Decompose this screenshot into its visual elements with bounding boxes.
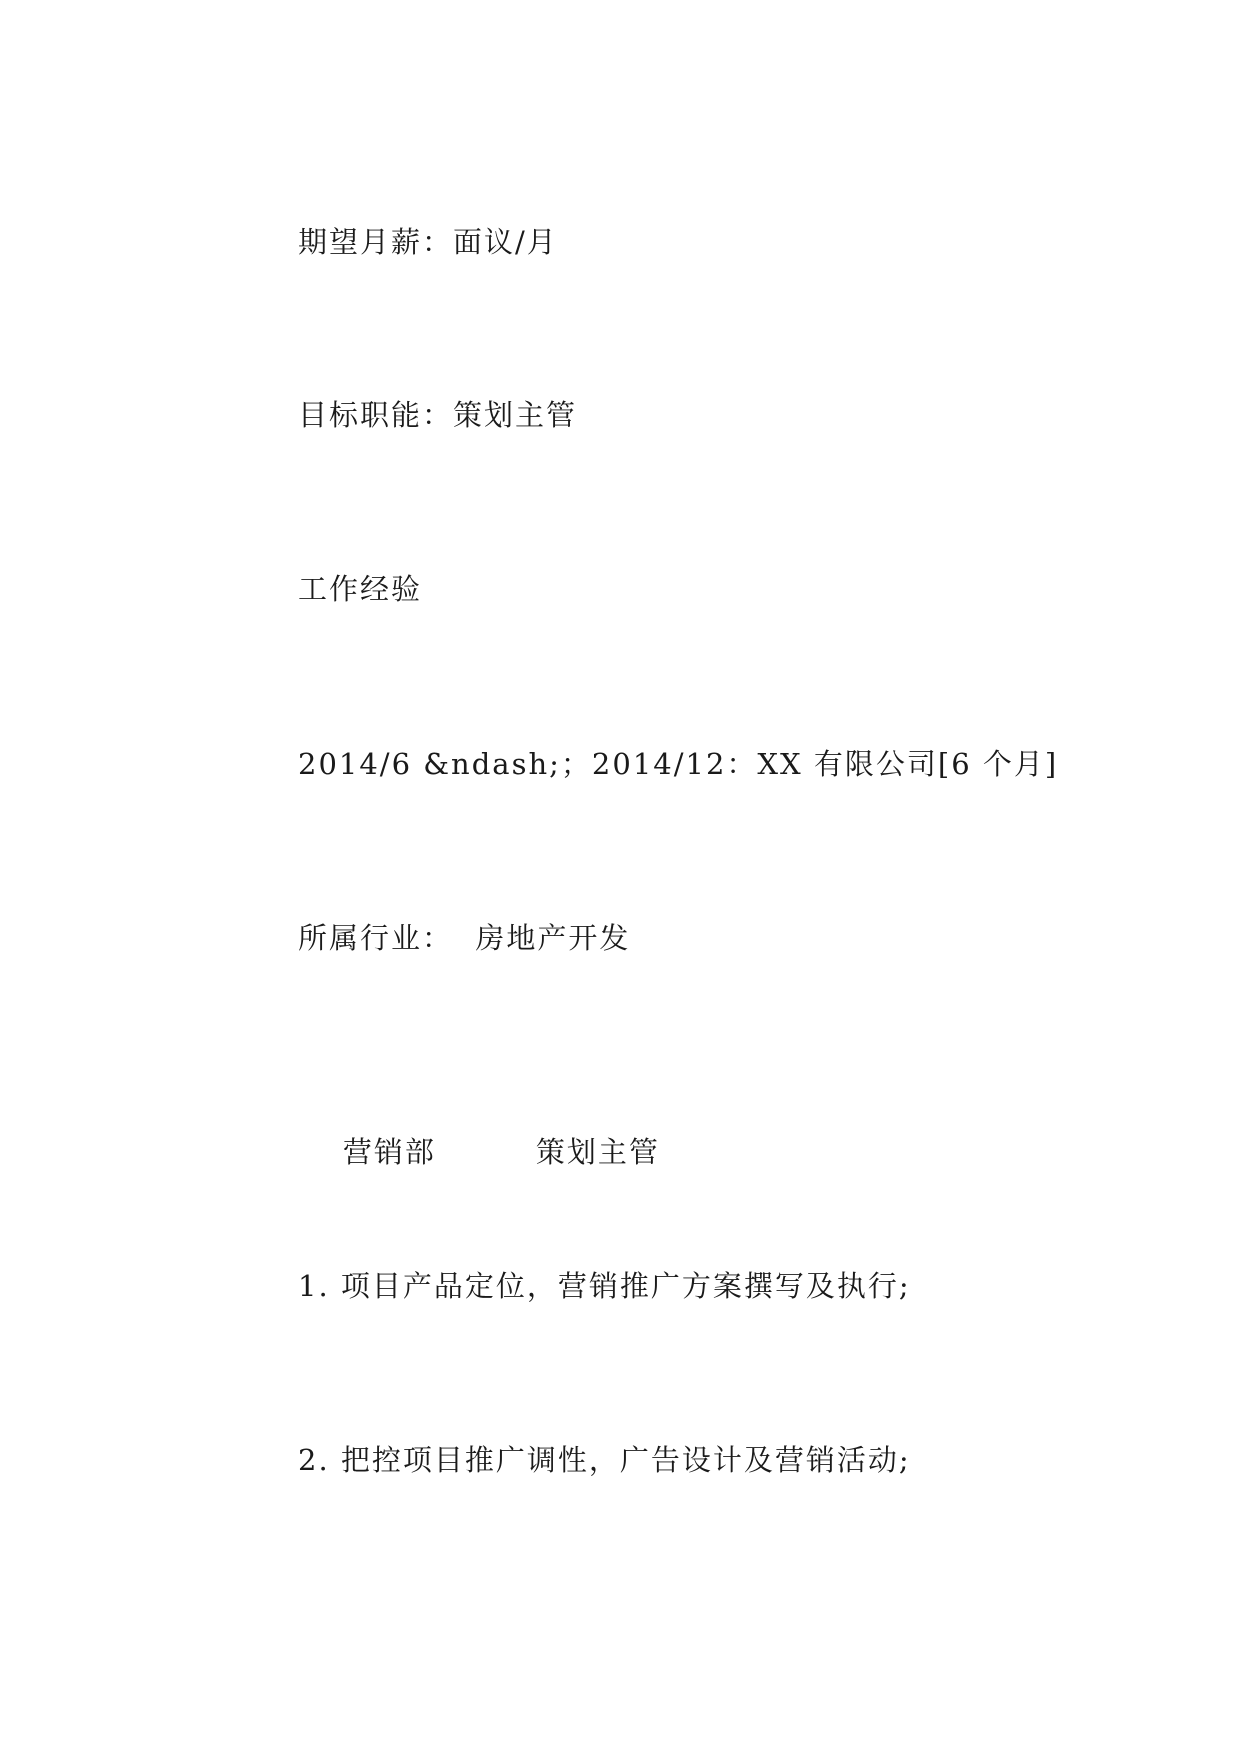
duty-item-2: 2. 把控项目推广调性，广告设计及营销活动; — [298, 1443, 911, 1477]
target-function-line: 目标职能：策划主管 — [298, 398, 578, 432]
department-text: 营销部 — [342, 1135, 436, 1169]
duty-item-1: 1. 项目产品定位，营销推广方案撰写及执行; — [298, 1269, 911, 1303]
industry-line: 所属行业： 房地产开发 — [298, 921, 631, 955]
department-position-line — [298, 1092, 660, 1212]
work-experience-heading: 工作经验 — [298, 572, 423, 606]
expected-salary-line: 期望月薪：面议/月 — [298, 225, 558, 259]
job-period-line: 2014/6 &ndash;；2014/12：XX 有限公司[6 个月] — [298, 747, 1059, 781]
position-text: 策划主管 — [535, 1135, 660, 1169]
